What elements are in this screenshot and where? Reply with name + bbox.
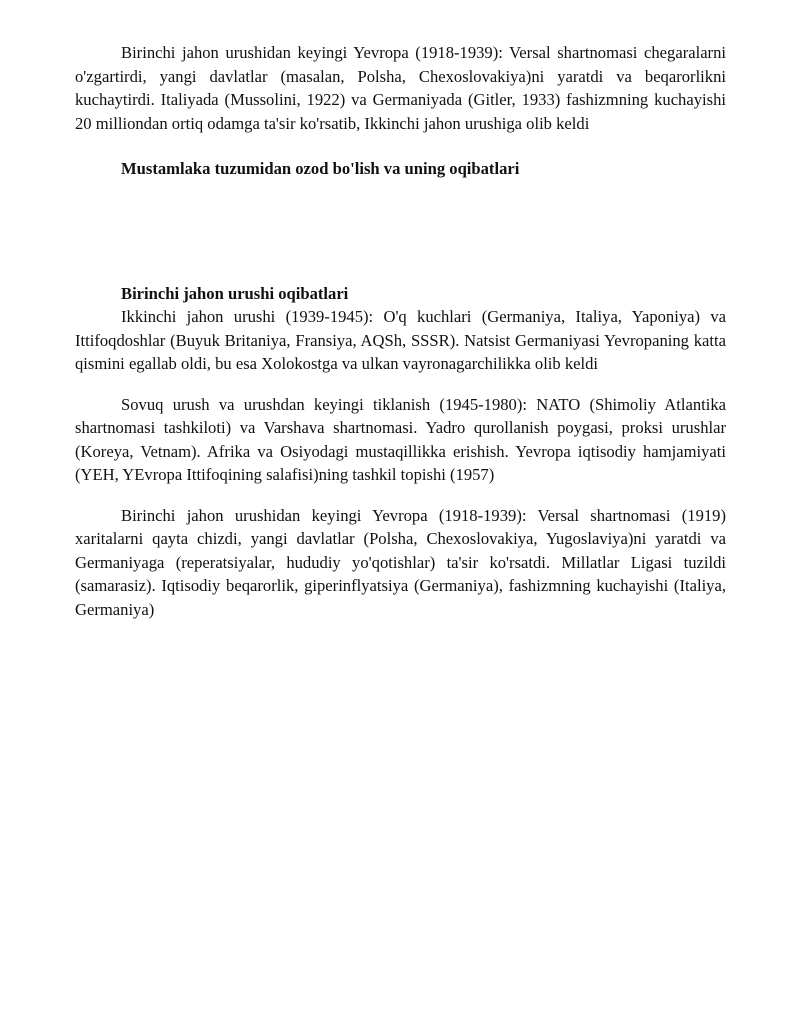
heading-ww1-consequences: Birinchi jahon urushi oqibatlari: [121, 283, 349, 303]
heading-decolonization: Mustamlaka tuzumidan ozod bo'lish va uning oqibatlari: [121, 159, 520, 178]
paragraph-ww2: Ikkinchi jahon urushi (1939-1945): O'q kuchlari (Germaniya, Italiya, Yaponiya) va Ittifoqdoshlar (Buyuk Britaniya, Fransiya, AQSh, SSSR). Natsist Germaniyasi Yevropaning katta qismini egallab oldi, bu esa Xolokostga va ulkan vayronagarchilikka olib keldi: [75, 307, 726, 373]
paragraph-versailles: Birinchi jahon urushidan keyingi Yevropa (1918-1939): Versal shartnomasi (1919) xaritalarni qayta chizdi, yangi davlatlar (Polsha, Chexoslovakiya, Yugoslaviya)ni yaratdi va Germaniyaga (reperatsiyalar, hududiy yo'qotishlar) ta'sir ko'rsatdi. Millatlar Ligasi tuzildi (samarasiz). Iqtisodiy beqarorlik, giperinflyatsiya (Germaniya), fashizmning kuchayishi (Italiya, Germaniya): [75, 505, 726, 619]
paragraph-europe-interwar: Birinchi jahon urushidan keyingi Yevropa (1918-1939): Versal shartnomasi chegaralarni o'zgartirdi, yangi davlatlar (masalan, Polsha, Chexoslovakiya)ni yaratdi va beqarorlikni kuchaytirdi. Italiyada (Mussolini, 1922) va Germaniyada (Gitler, 1933) fashizmning kuchayishi 20 milliondan ortiq odamga ta'sir ko'rsatib, Ikkinchi jahon urushiga olib keldi: [75, 43, 726, 133]
document-page: [75, 41, 726, 621]
paragraph-cold-war: Sovuq urush va urushdan keyingi tiklanish (1945-1980): NATO (Shimoliy Atlantika shartnomasi tashkiloti) va Varshava shartnomasi. Yadro qurollanish poygasi, proksi urushlar (Koreya, Vetnam). Afrika va Osiyodagi mustaqillikka erishish. Yevropa iqtisodiy hamjamiyati (YEH, YEvropa Ittifoqining salafisi)ning tashkil topishi (1957): [75, 394, 726, 484]
